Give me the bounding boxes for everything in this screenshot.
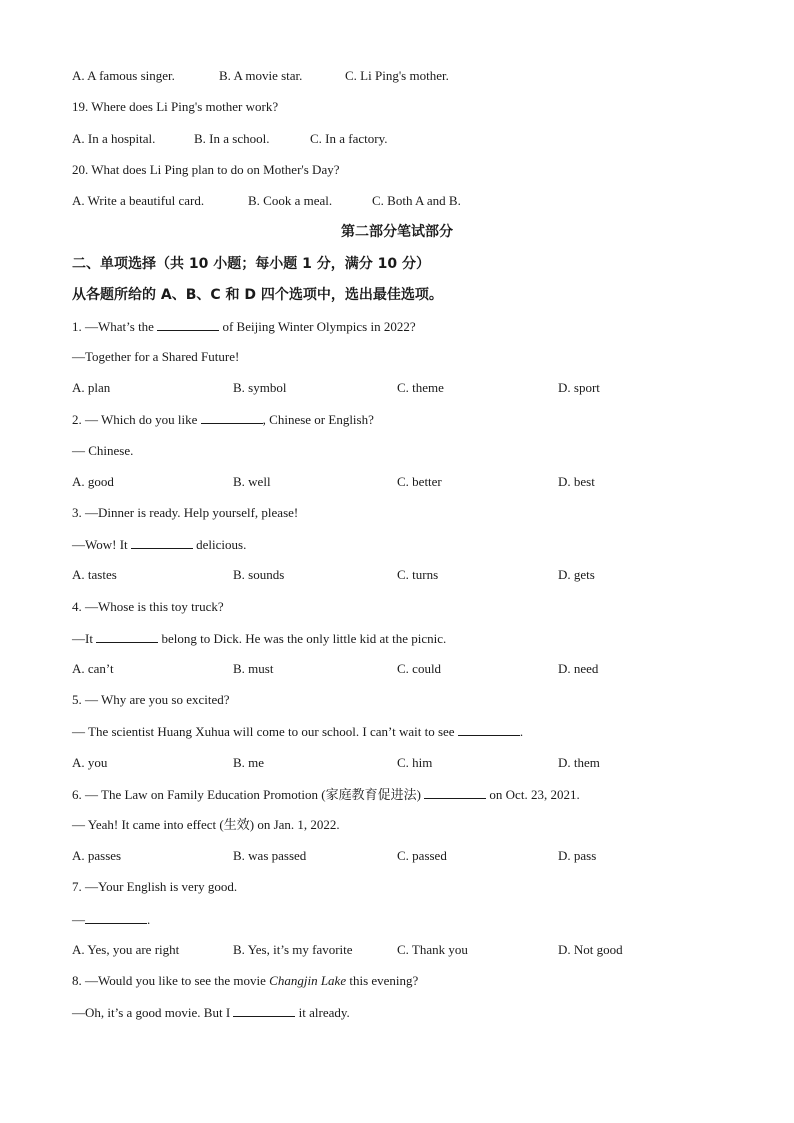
q5-options (72, 755, 772, 771)
q5-question: 5. — Why are you so excited? (72, 692, 230, 707)
q18-options (72, 68, 772, 84)
option-a[interactable]: A. In a hospital. (72, 131, 156, 146)
q3-question: 3. —Dinner is ready. Help yourself, please! (72, 505, 299, 520)
q6-question: 6. — The Law on Family Education Promotion (家庭教育促进法) on Oct. 23, 2021. (72, 787, 580, 802)
answer-blank[interactable] (85, 911, 147, 924)
option-c[interactable]: C. theme (397, 380, 444, 395)
q2-question: 2. — Which do you like , Chinese or English? (72, 412, 374, 427)
section-title: 二、单项选择（共 10 小题；每小题 1 分，满分 10 分） (72, 256, 430, 272)
option-a[interactable]: A. can’t (72, 661, 114, 676)
option-b[interactable]: B. must (233, 661, 274, 676)
option-b[interactable]: B. me (233, 755, 265, 770)
part2-title: 第二部分笔试部分 (341, 224, 453, 240)
q4-response: —It belong to Dick. He was the only little kid at the picnic. (72, 631, 447, 646)
option-b[interactable]: B. sounds (233, 567, 285, 582)
option-d[interactable]: D. need (558, 661, 599, 676)
option-d[interactable]: D. gets (558, 567, 595, 582)
option-a[interactable]: A. you (72, 755, 108, 770)
option-d[interactable]: D. Not good (558, 942, 623, 957)
option-b[interactable]: B. well (233, 474, 271, 489)
q20-question: 20. What does Li Ping plan to do on Mother's Day? (72, 162, 340, 177)
option-c[interactable]: C. turns (397, 567, 439, 582)
q6-response: — Yeah! It came into effect (生效) on Jan. 1, 2022. (72, 817, 340, 832)
option-d[interactable]: D. them (558, 755, 600, 770)
answer-blank[interactable] (131, 536, 193, 549)
q4-question: 4. —Whose is this toy truck? (72, 599, 224, 614)
answer-blank[interactable] (458, 723, 520, 736)
section-instruction: 从各题所给的 A、B、C 和 D 四个选项中，选出最佳选项。 (72, 287, 443, 303)
answer-blank[interactable] (201, 411, 263, 424)
q2-response: — Chinese. (72, 443, 134, 458)
option-d[interactable]: D. sport (558, 380, 600, 395)
option-c[interactable]: C. Li Ping's mother. (345, 68, 449, 83)
option-b[interactable]: B. was passed (233, 848, 307, 863)
option-c[interactable]: C. Both A and B. (372, 193, 461, 208)
q4-options (72, 661, 772, 677)
option-b[interactable]: B. Cook a meal. (248, 193, 333, 208)
q7-response: — . (72, 912, 151, 927)
q8-response: —Oh, it’s a good movie. But I it already. (72, 1005, 350, 1020)
q5-response: — The scientist Huang Xuhua will come to our school. I can’t wait to see . (72, 724, 524, 739)
q20-options (72, 193, 772, 209)
answer-blank[interactable] (96, 630, 158, 643)
movie-title: Changjin Lake (269, 973, 347, 988)
q1-options (72, 380, 772, 396)
option-a[interactable]: A. A famous singer. (72, 68, 175, 83)
option-b[interactable]: B. Yes, it’s my favorite (233, 942, 353, 957)
option-a[interactable]: A. plan (72, 380, 111, 395)
option-a[interactable]: A. Write a beautiful card. (72, 193, 205, 208)
q19-question: 19. Where does Li Ping's mother work? (72, 99, 279, 114)
option-a[interactable]: A. Yes, you are right (72, 942, 180, 957)
option-d[interactable]: D. pass (558, 848, 597, 863)
option-c[interactable]: C. better (397, 474, 442, 489)
option-c[interactable]: C. could (397, 661, 442, 676)
option-c[interactable]: C. passed (397, 848, 447, 863)
option-c[interactable]: C. Thank you (397, 942, 468, 957)
answer-blank[interactable] (233, 1004, 295, 1017)
answer-blank[interactable] (157, 318, 219, 331)
q19-options (72, 131, 772, 147)
q1-response: —Together for a Shared Future! (72, 349, 240, 364)
option-a[interactable]: A. passes (72, 848, 122, 863)
answer-blank[interactable] (424, 786, 486, 799)
q2-options (72, 474, 772, 490)
option-a[interactable]: A. good (72, 474, 114, 489)
q3-options (72, 567, 772, 583)
option-c[interactable]: C. him (397, 755, 433, 770)
option-b[interactable]: B. In a school. (194, 131, 270, 146)
option-b[interactable]: B. A movie star. (219, 68, 303, 83)
option-b[interactable]: B. symbol (233, 380, 287, 395)
q6-options (72, 848, 772, 864)
q7-question: 7. —Your English is very good. (72, 879, 238, 894)
q3-response: —Wow! It delicious. (72, 537, 247, 552)
q8-question: 8. —Would you like to see the movie Changjin Lake this evening? (72, 973, 419, 988)
option-d[interactable]: D. best (558, 474, 595, 489)
option-c[interactable]: C. In a factory. (310, 131, 388, 146)
q1-question: 1. —What’s the of Beijing Winter Olympics in 2022? (72, 319, 416, 334)
q7-options (72, 942, 772, 958)
option-a[interactable]: A. tastes (72, 567, 117, 582)
